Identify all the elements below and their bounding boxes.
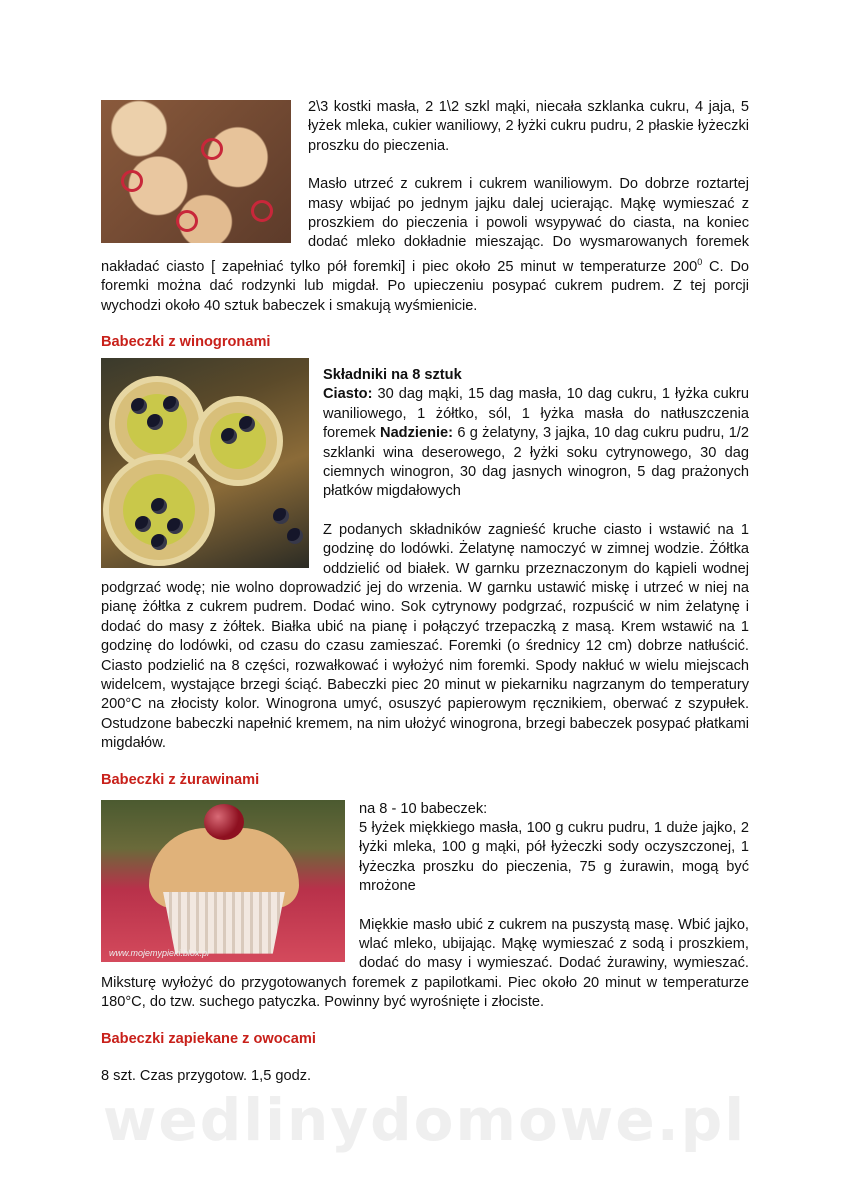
tart-shape bbox=[193, 396, 283, 486]
ciasto-text: 30 dag mąki, 15 dag masła, 10 dag cukru, 1 łyżka cukru waniliowego, 1 żółtko, sól, 1 łyżka masła do natłuszczenia foremek bbox=[323, 386, 749, 442]
intro-ingredients: 2\3 kostki masła, 2 1\2 szkl mąki, niecała szklanka cukru, 4 jaja, 5 łyżek mleka, cukier waniliowy, 2 łyżki cukru pudru, 2 płaskie łyżeczki proszku do pieczenia. bbox=[308, 99, 749, 154]
cranberry-muffin-photo bbox=[101, 800, 345, 962]
cranberries-ingredients: 5 łyżek miękkiego masła, 100 g cukru pudru, 1 duże jajko, 2 łyżki mleka, 100 g mąki, pół łyżeczki sody oczyszczonej, 1 łyżeczka proszku do pieczenia, 75 g żurawin, mogą być mrożone bbox=[359, 820, 749, 895]
intro-method-b: C. Do foremki można dać rodzynki lub migdał. Po upieczeniu posypać cukrem pudrem. Z tej porcji wychodzi około 40 sztuk babeczek i smakują wyśmienicie. bbox=[101, 258, 750, 314]
icing-flower-icon bbox=[176, 210, 198, 232]
cranberries-method: Miękkie masło ubić z cukrem na puszystą masę. Wbić jajko, wlać mleko, ubijając. Mąkę wymieszać z sodą i proszkiem, dodać do masy i wymieszać. Dodać żurawiny, wymieszać. Miksturę wyłożyć do przygotowanych foremek z papilotkami. Piec około 20 minut w temperaturze 180°C, do tzw. suchego patyczka. Powinny być wyrośnięte i złociste. bbox=[101, 916, 749, 1011]
nadzienie-label: Nadzienie: bbox=[380, 425, 454, 442]
ciasto-label: Ciasto: bbox=[323, 386, 373, 403]
icing-flower-icon bbox=[201, 138, 223, 160]
icing-flower-icon bbox=[121, 170, 143, 192]
baked-fruit-info: 8 szt. Czas przygotow. 1,5 godz. bbox=[101, 1067, 312, 1084]
document-page bbox=[101, 98, 749, 1086]
cupcakes-photo bbox=[101, 100, 291, 243]
muffin-cup-shape bbox=[163, 892, 285, 954]
section-title-baked-fruit: Babeczki zapiekane z owocami bbox=[101, 1030, 316, 1047]
section-title-grapes: Babeczki z winogronami bbox=[101, 333, 271, 350]
section-title-cranberries: Babeczki z żurawinami bbox=[101, 771, 260, 788]
grape-tarts-photo bbox=[101, 358, 309, 568]
cranberries-yield: na 8 - 10 babeczek: bbox=[359, 800, 488, 817]
nadzienie-text: 6 g żelatyny, 3 jajka, 10 dag cukru pudru, 1/2 szklanki wina deserowego, 2 łyżki soku cytrynowego, 30 dag ciemnych winogron, 30 dag jasnych winogron, 5 dag prażonych płatków migdałowych bbox=[323, 425, 749, 500]
site-watermark: wedlinydomowe.pl bbox=[102, 1086, 747, 1154]
intro-method-a: Masło utrzeć z cukrem i cukrem waniliowym. Do dobrze roztartej masy wbijać po jednym jajku dalej ucierając. Mąkę wymieszać z proszkiem do pieczenia i powoli wsypywać do ciasta, na koniec dodać mleko dokładnie mieszając. Do wysmarowanych foremek nakładać ciasto [ zapełniać tylko pół foremki] i piec około 25 minut w temperaturze 200 bbox=[101, 176, 749, 275]
icing-flower-icon bbox=[251, 200, 273, 222]
grapes-subtitle: Składniki na 8 sztuk bbox=[323, 366, 462, 383]
grapes-method: Z podanych składników zagnieść kruche ciasto i wstawić na 1 godzinę do lodówki. Żelatynę namoczyć w zimnej wodzie. Żółtka oddzielić od białek. W garnku przeznaczonym do kąpieli wodnej podgrzać wodę; nie wolno doprowadzić jej do wrzenia. W garnku ustawić miskę i utrzeć w niej na pianę żółtka z cukrem pudrem. Dodać wino. Sok cytrynowy podgrzać, rozpuścić w nim żelatynę i dodać do masy z żółtek. Białka ubić na pianę i połączyć trzepaczką z masą. Krem wstawić na 1 godzinę do lodówki, od czasu do czasu zamieszać. Foremki (o średnicy 12 cm) dobrze natłuścić. Ciasto podzielić na 8 części, rozwałkować i wyłożyć nim foremki. Spody nakłuć w wielu miejscach widelcem, wystające brzegi ściąć. Babeczki piec 20 minut w piekarniku nagrzanym do temperatury 200°C na złocisty kolor. Winogrona umyć, osuszyć papierowym ręcznikiem, oberwać z szypułek. Ostudzone babeczki napełnić kremem, na nim ułożyć winogrona, brzegi babeczek posypać płatkami migdałów. bbox=[101, 521, 749, 752]
cranberry-icon bbox=[204, 804, 244, 840]
degree-sup: 0 bbox=[697, 256, 703, 267]
photo-caption: www.mojemypieki.blox.pl bbox=[109, 947, 210, 958]
